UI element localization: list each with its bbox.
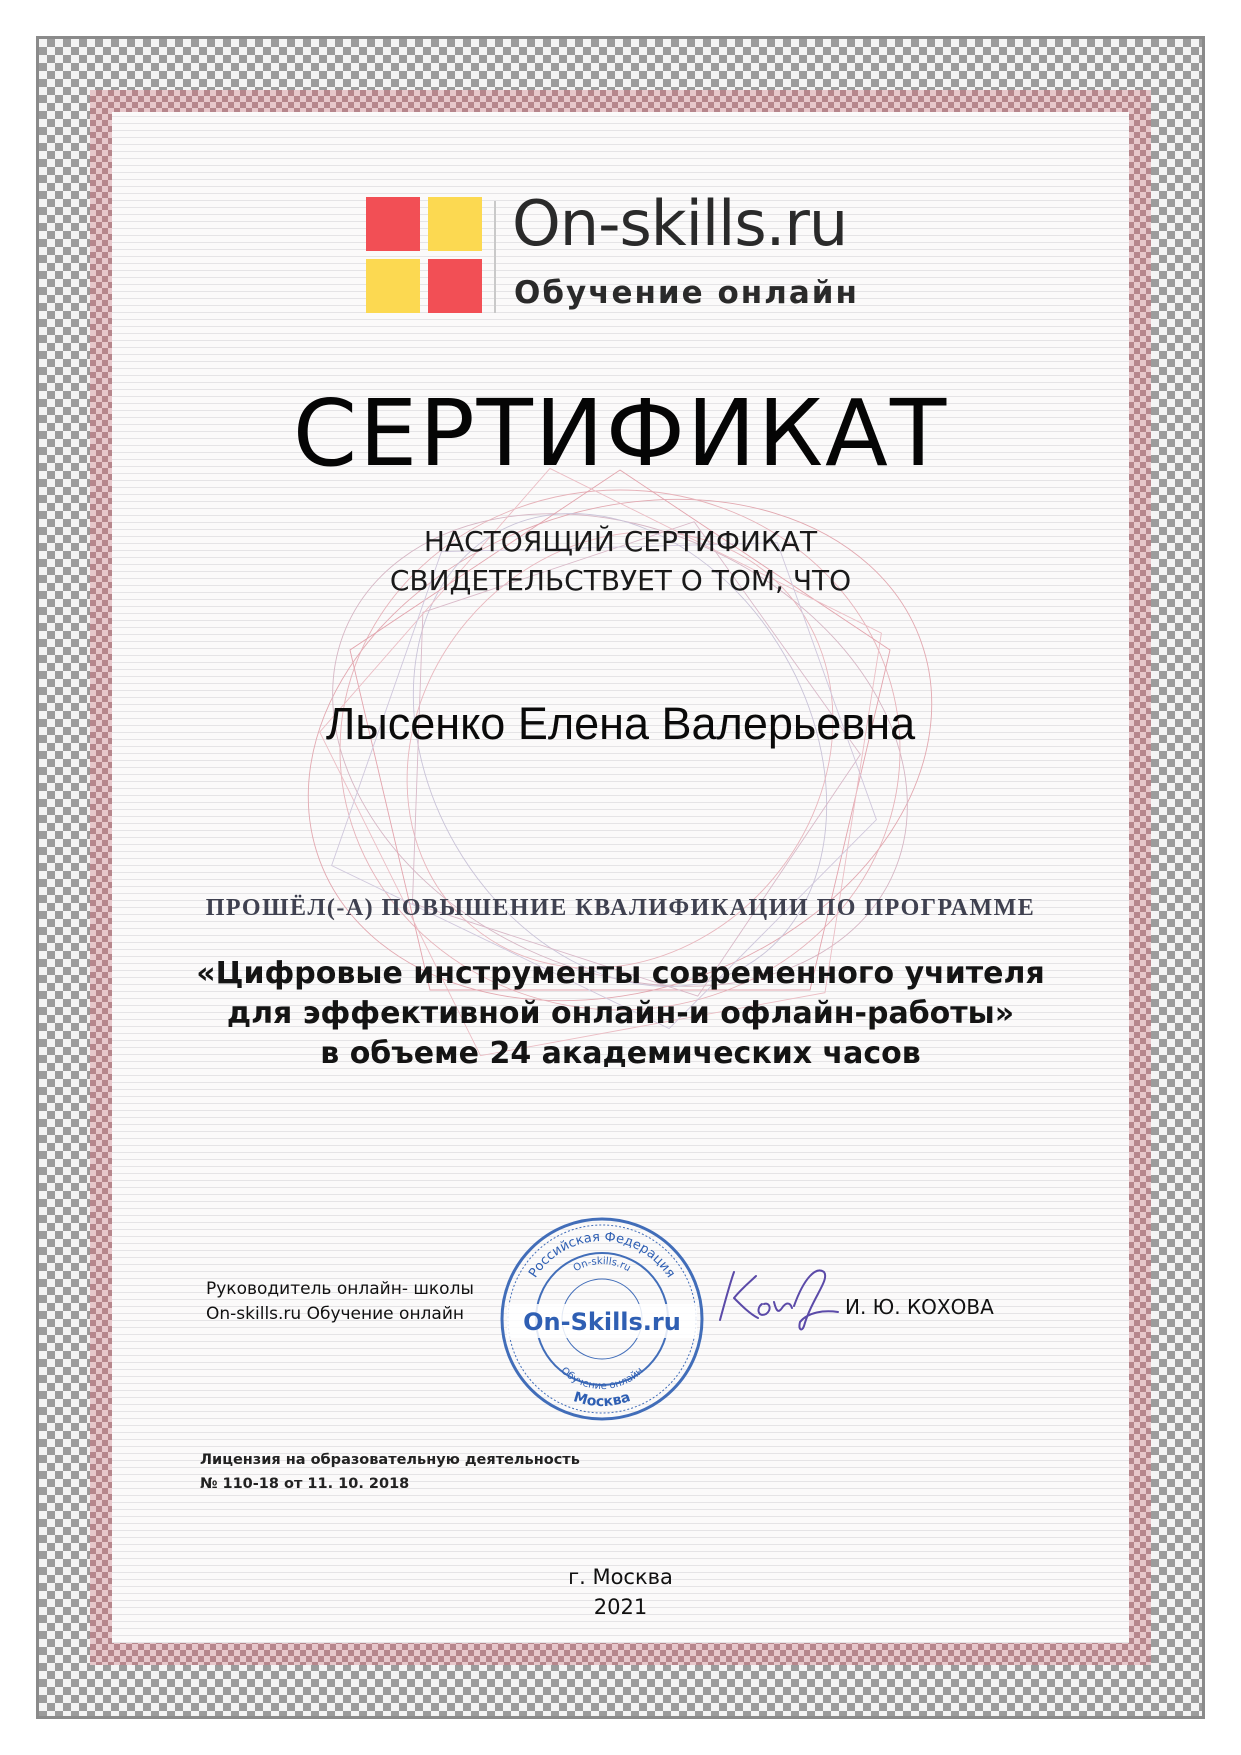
role-line: Руководитель онлайн- школы — [206, 1279, 474, 1299]
handwritten-signature — [712, 1258, 842, 1338]
year: 2021 — [593, 1595, 648, 1619]
certificate-subtitle — [0, 522, 1241, 600]
program-line: для эффективной онлайн-и офлайн-работы» — [226, 996, 1015, 1031]
recipient-name: Лысенко Елена Валерьевна — [325, 698, 916, 749]
signatory-role — [206, 1277, 474, 1327]
role-line: On-skills.ru Обучение онлайн — [206, 1304, 465, 1324]
stamp-inner-top-text: On-skills.ru — [571, 1255, 633, 1275]
school-logo — [366, 187, 886, 317]
program-hours: в объеме 24 академических часов — [320, 1036, 921, 1071]
license-number: № 110-18 от 11. 10. 2018 — [200, 1476, 410, 1492]
logo-divider — [494, 201, 496, 313]
city: г. Москва — [568, 1565, 673, 1589]
signer-name: И. Ю. КОХОВА — [845, 1295, 994, 1319]
logo-squares-icon — [366, 197, 482, 313]
program-title — [0, 954, 1241, 1074]
subtitle-line: НАСТОЯЩИЙ СЕРТИФИКАТ — [423, 525, 818, 558]
logo-square-yellow — [428, 197, 482, 251]
license-line: Лицензия на образовательную деятельность — [200, 1452, 580, 1468]
subtitle-line: СВИДЕТЕЛЬСТВУЕТ О ТОМ, ЧТО — [389, 564, 852, 597]
stamp-bottom-text: Москва — [571, 1389, 633, 1411]
stamp-top-text: Российская Федерация — [526, 1229, 678, 1281]
license-info — [200, 1448, 580, 1496]
stamp-center-text: On-Skills.ru — [523, 1308, 681, 1336]
issue-place-date — [0, 1562, 1241, 1622]
logo-name: On-skills.ru — [512, 187, 848, 260]
logo-tagline: Обучение онлайн — [514, 275, 859, 311]
passed-statement: ПРОШЁЛ(-А) ПОВЫШЕНИЕ КВАЛИФИКАЦИИ ПО ПРОГРАММЕ — [205, 895, 1036, 921]
logo-square-red — [428, 259, 482, 313]
certificate-title: СЕРТИФИКАТ — [292, 380, 949, 487]
official-stamp — [497, 1214, 707, 1424]
program-line: «Цифровые инструменты современного учителя — [196, 956, 1045, 991]
logo-square-red — [366, 197, 420, 251]
stamp-inner-bottom-text: Обучение онлайн — [558, 1365, 646, 1393]
logo-square-yellow — [366, 259, 420, 313]
